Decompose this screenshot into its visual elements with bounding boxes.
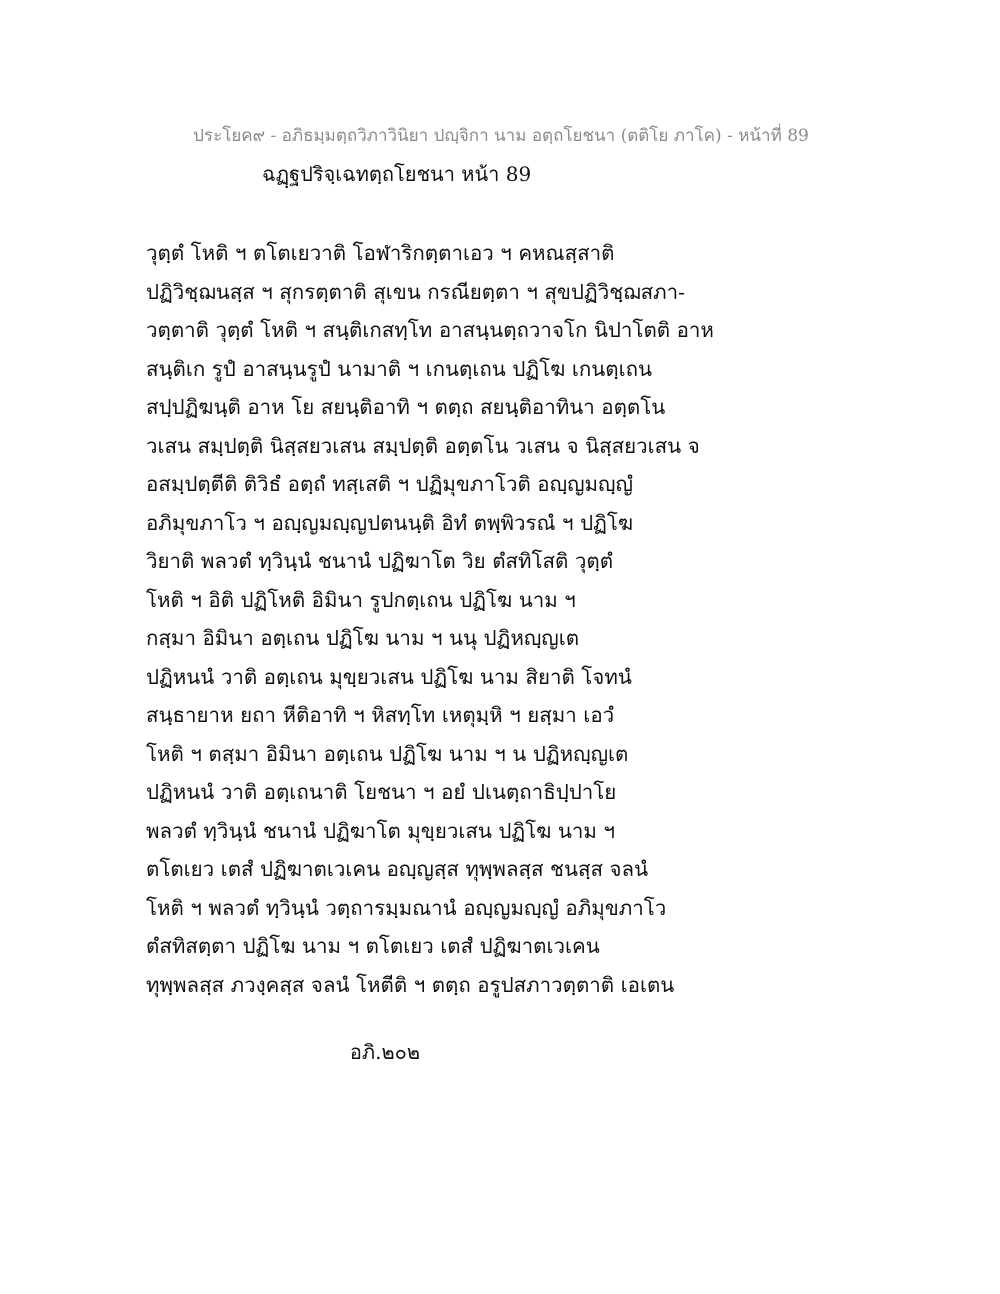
text-line: ปฏิหนนํ วาติ อตฺเถน มุขฺยวเสน ปฏิโฆ นาม สิยาติ โจทนํ (146, 664, 632, 689)
text-line: วุตฺตํ โหติ ฯ ตโตเยวาติ โอฬาริกตฺตาเอว ฯ คหณสฺสาติ (146, 241, 615, 265)
text-line: วิยาติ พลวตํ ทฺวินฺนํ ชนานํ ปฏิฆาโต วิย ตํสทิโสติ วุตฺตํ (146, 549, 614, 573)
body-text (146, 234, 736, 1004)
text-line: สปฺปฏิฆนฺติ อาห โย สยนฺติอาทิ ฯ ตตฺถ สยนฺติอาทินา อตฺตโน (146, 395, 666, 419)
text-line: ตํสทิสตฺตา ปฏิโฆ นาม ฯ ตโตเยว เตสํ ปฏิฆาตเวเคน (146, 934, 600, 958)
text-line: ปฏิหนนํ วาติ อตฺเถนาติ โยชนา ฯ อยํ ปเนตฺถาธิปฺปาโย (146, 780, 617, 804)
text-line: โหติ ฯ ตสฺมา อิมินา อตฺเถน ปฏิโฆ นาม ฯ น ปฏิหญฺญเต (146, 741, 629, 766)
text-line: ตโตเยว เตสํ ปฏิฆาตเวเคน อญฺญสฺส ทุพฺพลสฺส ชนสฺส จลนํ (146, 857, 649, 881)
text-line: โหติ ฯ พลวตํ ทฺวินฺนํ วตฺถารมฺมณานํ อญฺญมญฺญํ อภิมุขภาโว (146, 895, 667, 920)
text-line: วเสน สมฺปตฺติ นิสฺสยวเสน สมฺปตฺติ อตฺตโน วเสน จ นิสฺสยวเสน จ (146, 433, 700, 458)
text-line: สนฺธายาห ยถา หีติอาทิ ฯ หิสทฺโท เหตุมฺหิ ฯ ยสฺมา เอวํ (146, 703, 615, 727)
running-header (0, 122, 1000, 149)
text-line: ปฏิวิชฺฌนสฺส ฯ สุกรตฺตาติ สุเขน กรณียตฺตา ฯ สุขปฏิวิชฺฌสภา- (146, 279, 686, 304)
text-line: สนฺติเก รูปํ อาสนฺนรูปํ นามาติ ฯ เกนตฺเถน ปฏิโฆ เกนตฺเถน (146, 356, 653, 381)
text-line: โหติ ฯ อิติ ปฏิโหติ อิมินา รูปกตฺเถน ปฏิโฆ นาม ฯ (146, 587, 576, 612)
text-line: วตฺตาติ วุตฺตํ โหติ ฯ สนฺติเกสทฺโท อาสนฺนตฺถวาจโก นิปาโตติ อาห (146, 318, 714, 342)
text-line: ทุพฺพลสฺส ภวงฺคสฺส จลนํ โหตีติ ฯ ตตฺถ อรูปสภาวตฺตาติ เอเตน (146, 972, 675, 997)
section-title: ฉฏฺฐปริจฺเฉทตฺถโยชนา หน้า 89 (262, 162, 532, 186)
page-number: อภิ.๒๐๒ (349, 1040, 421, 1064)
text-line: พลวตํ ทฺวินฺนํ ชนานํ ปฏิฆาโต มุขฺยวเสน ปฏิโฆ นาม ฯ (146, 818, 615, 843)
text-line: กสฺมา อิมินา อตฺเถน ปฏิโฆ นาม ฯ นนุ ปฏิหญฺญเต (146, 626, 580, 650)
text-line: อสมฺปตฺตีติ ติวิธํ อตฺถํ ทสฺเสติ ฯ ปฏิมุขภาโวติ อญฺญมญฺญํ (146, 472, 633, 496)
running-header-text: ประโยค๙ - อภิธมฺมตฺถวิภาวินิยา ปญฺจิกา นาม อตฺถโยชนา (ตติโย ภาโค) - หน้าที่ 89 (193, 126, 809, 146)
text-line: อภิมุขภาโว ฯ อญฺญมญฺญปตนนฺติ อิทํ ตพฺพิวรณํ ฯ ปฏิโฆ (146, 510, 634, 535)
